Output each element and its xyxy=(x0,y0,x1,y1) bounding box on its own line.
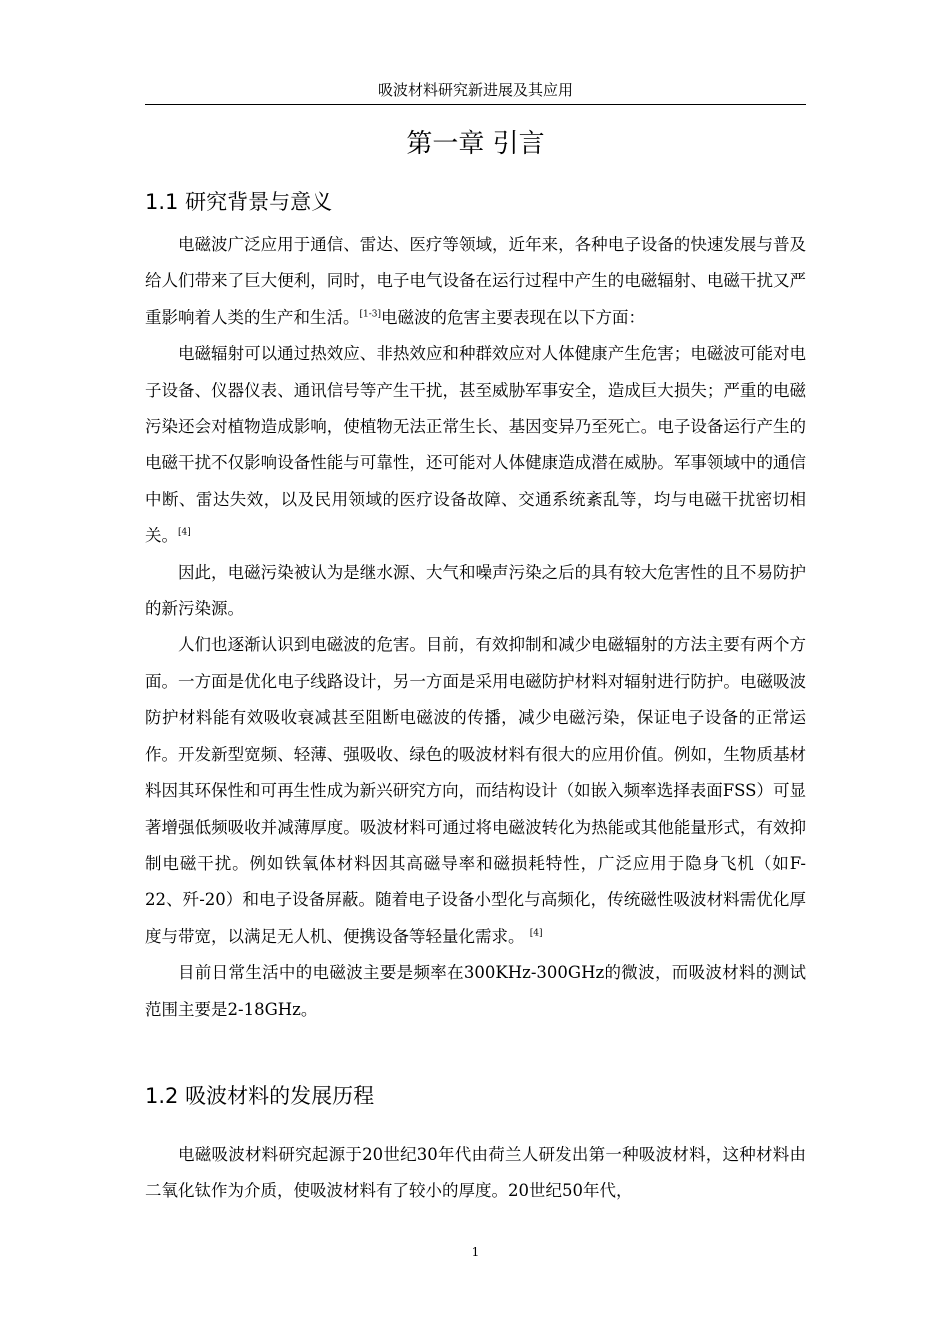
citation-ref: [4] xyxy=(178,527,191,538)
page-number: 1 xyxy=(471,1245,480,1259)
citation-ref: [4] xyxy=(529,928,543,939)
paragraph-text: 因此，电磁污染被认为是继水源、大气和噪声污染之后的具有较大危害性的且不易防护的新污染源。 xyxy=(145,562,806,619)
section-heading-1-1: 1.1 研究背景与意义 xyxy=(145,190,333,214)
paragraph xyxy=(145,227,806,336)
section-heading-1-2: 1.2 吸波材料的发展历程 xyxy=(145,1084,375,1108)
paragraph xyxy=(145,336,806,554)
running-header: 吸波材料研究新进展及其应用 xyxy=(377,81,573,99)
paragraph xyxy=(145,955,806,1028)
paragraph-text: 人们也逐渐认识到电磁波的危害。目前，有效抑制和减少电磁辐射的方法主要有两个方面。一方面是优化电子线路设计，另一方面是采用电磁防护材料对辐射进行防护。电磁吸波防护材料能有效吸收衰减甚至阻断电磁波的传播，减少电磁污染，保证电子设备的正常运作。开发新型宽频、轻薄、强吸收、绿色的吸波材料有很大的应用价值。例如，生物质基材料因其环保性和可再生性成为新兴研究方向，而结构设计（如嵌入频率选择表面FSS）可显著增强低频吸收并减薄厚度。吸波材料可通过将电磁波转化为热能或其他能量形式，有效抑制电磁干扰。例如铁氧体材料因其高磁导率和磁损耗特性，广泛应用于隐身飞机（如F-22、歼-20）和电子设备屏蔽。随着电子设备小型化与高频化，传统磁性吸波材料需优化厚度与带宽，以满足无人机、便携设备等轻量化需求。 xyxy=(145,635,806,946)
header-divider xyxy=(145,104,806,105)
paragraph xyxy=(145,1137,806,1210)
paragraph-text: 电磁波的危害主要表现在以下方面： xyxy=(381,307,646,327)
paragraph-text: 电磁波广泛应用于通信、雷达、医疗等领域，近年来，各种电子设备的快速发展与普及给人们带来了巨大便利，同时，电子电气设备在运行过程中产生的电磁辐射、电磁干扰又严重影响着人类的生产和生活。 xyxy=(145,235,806,327)
paragraph-text: 电磁吸波材料研究起源于20世纪30年代由荷兰人研发出第一种吸波材料，这种材料由二氧化钛作为介质，使吸波材料有了较小的厚度。20世纪50年代， xyxy=(145,1145,806,1201)
section-1-1-body xyxy=(145,227,806,1028)
chapter-title: 第一章 引言 xyxy=(406,129,545,159)
paragraph-text: 电磁辐射可以通过热效应、非热效应和种群效应对人体健康产生危害；电磁波可能对电子设备、仪器仪表、通讯信号等产生干扰，甚至威胁军事安全，造成巨大损失；严重的电磁污染还会对植物造成影响，使植物无法正常生长、基因变异乃至死亡。电子设备运行产生的电磁干扰不仅影响设备性能与可靠性，还可能对人体健康造成潜在威胁。军事领域中的通信中断、雷达失效，以及民用领域的医疗设备故障、交通系统紊乱等，均与电磁干扰密切相关。 xyxy=(145,344,806,546)
paragraph xyxy=(145,627,806,955)
paragraph xyxy=(145,555,806,628)
section-1-2-body xyxy=(145,1137,806,1210)
citation-ref: [1-3] xyxy=(359,309,382,320)
paragraph-text: 目前日常生活中的电磁波主要是频率在300KHz-300GHz的微波，而吸波材料的测试范围主要是2-18GHz。 xyxy=(145,963,806,1019)
